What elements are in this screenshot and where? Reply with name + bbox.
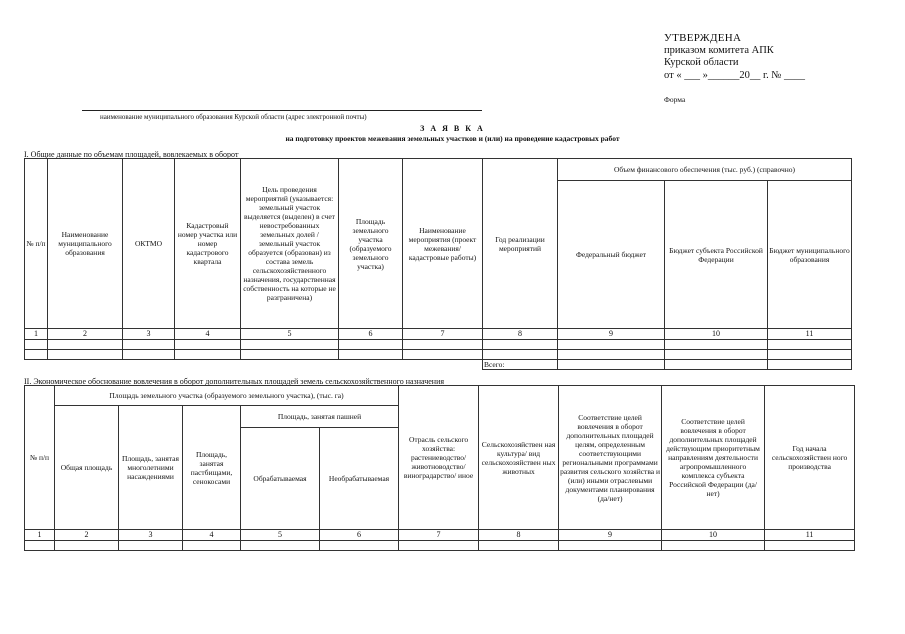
s2-col-number: 8 [479,530,559,541]
municipal-underline [82,110,482,111]
s2-col-number: 6 [320,530,399,541]
s1-total-municipal[interactable] [768,360,852,370]
s1-empty-cell[interactable] [241,340,339,350]
s1-empty-cell[interactable] [558,350,665,360]
s1-empty-cell[interactable] [768,340,852,350]
s2-header-conformity-federal: Соответствие целей вовлечения в оборот дополнительных площадей действующим приоритетным направлениям деятельности агропромышленного комплекса субъекта Российской Федерации (да/нет) [662,386,765,530]
s1-header-year: Год реализации мероприятий [483,159,558,329]
approval-block [664,32,805,82]
s2-empty-cell[interactable] [662,541,765,551]
s1-header-federal: Федеральный бюджет [558,181,665,329]
s1-total-spacer [25,360,483,370]
s2-col-number: 9 [559,530,662,541]
s2-header-conformity-region: Соответствие целей вовлечения в оборот дополнительных площадей целям, определенным соответствующими региональными программами развития сельского хозяйства и (или) иными отраслевыми документами планирования (да/нет) [559,386,662,530]
s2-col-number: 2 [55,530,119,541]
s2-empty-row [25,541,855,551]
s2-empty-cell[interactable] [241,541,320,551]
s2-header-branch: Отрасль сельского хозяйства: растениеводство/ животноводство/ виноградарство/ иное [399,386,479,530]
s2-header-perennial: Площадь, занятая многолетними насаждениями [119,406,183,530]
s1-total-federal[interactable] [558,360,665,370]
s1-col-number: 1 [25,329,48,340]
s1-empty-cell[interactable] [483,350,558,360]
s2-header-start-year: Год начала сельскохозяйствен ного производства [765,386,855,530]
s2-header-cultivated: Обрабатываемая [241,428,320,530]
section-1-title: I. Общие данные по объемам площадей, вовлекаемых в оборот [24,150,239,159]
s1-empty-cell[interactable] [483,340,558,350]
s1-col-number: 7 [403,329,483,340]
municipal-label: наименование муниципального образования Курской области (адрес электронной почты) [100,113,367,121]
s1-col-number: 5 [241,329,339,340]
s2-empty-cell[interactable] [25,541,55,551]
s2-header-area-group: Площадь земельного участка (образуемого земельного участка), (тыс. га) [55,386,399,406]
s1-header-cadastral: Кадастровый номер участка или номер кадастрового квартала [175,159,241,329]
s1-header-oktmo: ОКТМО [123,159,175,329]
s2-empty-cell[interactable] [765,541,855,551]
s1-col-number: 8 [483,329,558,340]
approval-line-1: приказом комитета АПК [664,44,774,56]
s1-col-number: 3 [123,329,175,340]
s2-col-number: 4 [183,530,241,541]
s1-empty-cell[interactable] [123,350,175,360]
s1-col-number: 10 [665,329,768,340]
s1-empty-cell[interactable] [175,350,241,360]
s2-empty-cell[interactable] [479,541,559,551]
s2-header-uncultivated: Необрабатываемая [320,428,399,530]
s2-col-number: 3 [119,530,183,541]
s1-header-municipal: Бюджет муниципального образования [768,181,852,329]
s2-col-number: 10 [662,530,765,541]
s1-empty-cell[interactable] [48,350,123,360]
s1-total-row [25,360,852,370]
s1-empty-cell[interactable] [403,340,483,350]
s1-empty-cell[interactable] [339,340,403,350]
s1-empty-cell[interactable] [48,340,123,350]
s1-empty-cell[interactable] [175,340,241,350]
s1-empty-row [25,350,852,360]
document-subtitle: на подготовку проектов межевания земельных участков и (или) на проведение кадастровых работ [285,134,620,143]
approval-title: УТВЕРЖДЕНА [664,32,742,44]
s1-header-num: № п/п [25,159,48,329]
s2-empty-cell[interactable] [320,541,399,551]
section-1-table [24,158,852,370]
s1-header-finance: Объем финансового обеспечения (тыс. руб.) (справочно) [558,159,852,181]
s1-empty-cell[interactable] [123,340,175,350]
approval-line-2: Курской области [664,57,739,68]
s1-header-area: Площадь земельного участка (образуемого земельного участка) [339,159,403,329]
approval-line-3: от « ___ »______20__ г. № ____ [664,69,805,81]
s2-col-number: 5 [241,530,320,541]
s2-header-crop: Сельскохозяйствен ная культура/ вид сельскохозяйствен ных животных [479,386,559,530]
s1-col-number: 4 [175,329,241,340]
s1-header-purpose: Цель проведения мероприятий (указывается: земельный участок выделяется (выделен) в счет невостребованных земельных долей / земельный участок образуется (образован) из состава земель сельскохозяйственного назначения, государственная собственность на которые не разграничена) [241,159,339,329]
s2-header-num: № п/п [25,386,55,530]
s2-empty-cell[interactable] [399,541,479,551]
s2-empty-cell[interactable] [183,541,241,551]
s2-empty-cell[interactable] [55,541,119,551]
s1-col-number: 9 [558,329,665,340]
s1-empty-cell[interactable] [768,350,852,360]
s1-empty-cell[interactable] [25,350,48,360]
s1-empty-cell[interactable] [25,340,48,350]
s1-col-number: 11 [768,329,852,340]
s1-empty-cell[interactable] [665,340,768,350]
s1-number-row [25,329,852,340]
s1-empty-cell[interactable] [403,350,483,360]
s1-empty-cell[interactable] [241,350,339,360]
s1-header-mun-name: Наименование муниципального образования [48,159,123,329]
s2-col-number: 11 [765,530,855,541]
s1-header-regional: Бюджет субъекта Российской Федерации [665,181,768,329]
s1-total-label: Всего: [483,360,558,370]
s2-col-number: 1 [25,530,55,541]
s2-header-arable-group: Площадь, занятая пашней [241,406,399,428]
s2-empty-cell[interactable] [119,541,183,551]
s1-total-regional[interactable] [665,360,768,370]
s1-col-number: 6 [339,329,403,340]
document-title: З А Я В К А [420,124,485,133]
s2-header-total: Общая площадь [55,406,119,530]
section-2-table [24,385,855,551]
s1-empty-cell[interactable] [558,340,665,350]
s1-col-number: 2 [48,329,123,340]
s1-empty-cell[interactable] [339,350,403,360]
s1-empty-row [25,340,852,350]
s1-empty-cell[interactable] [665,350,768,360]
s2-empty-cell[interactable] [559,541,662,551]
form-label: Форма [664,95,686,104]
s2-col-number: 7 [399,530,479,541]
s2-header-pasture: Площадь, занятая пастбищами, сенокосами [183,406,241,530]
s2-number-row [25,530,855,541]
s1-header-event-name: Наименование мероприятия (проект межевания/ кадастровые работы) [403,159,483,329]
section-2-title: II. Экономическое обоснование вовлечения в оборот дополнительных площадей земель сельскохозяйственного назначения [24,377,445,386]
